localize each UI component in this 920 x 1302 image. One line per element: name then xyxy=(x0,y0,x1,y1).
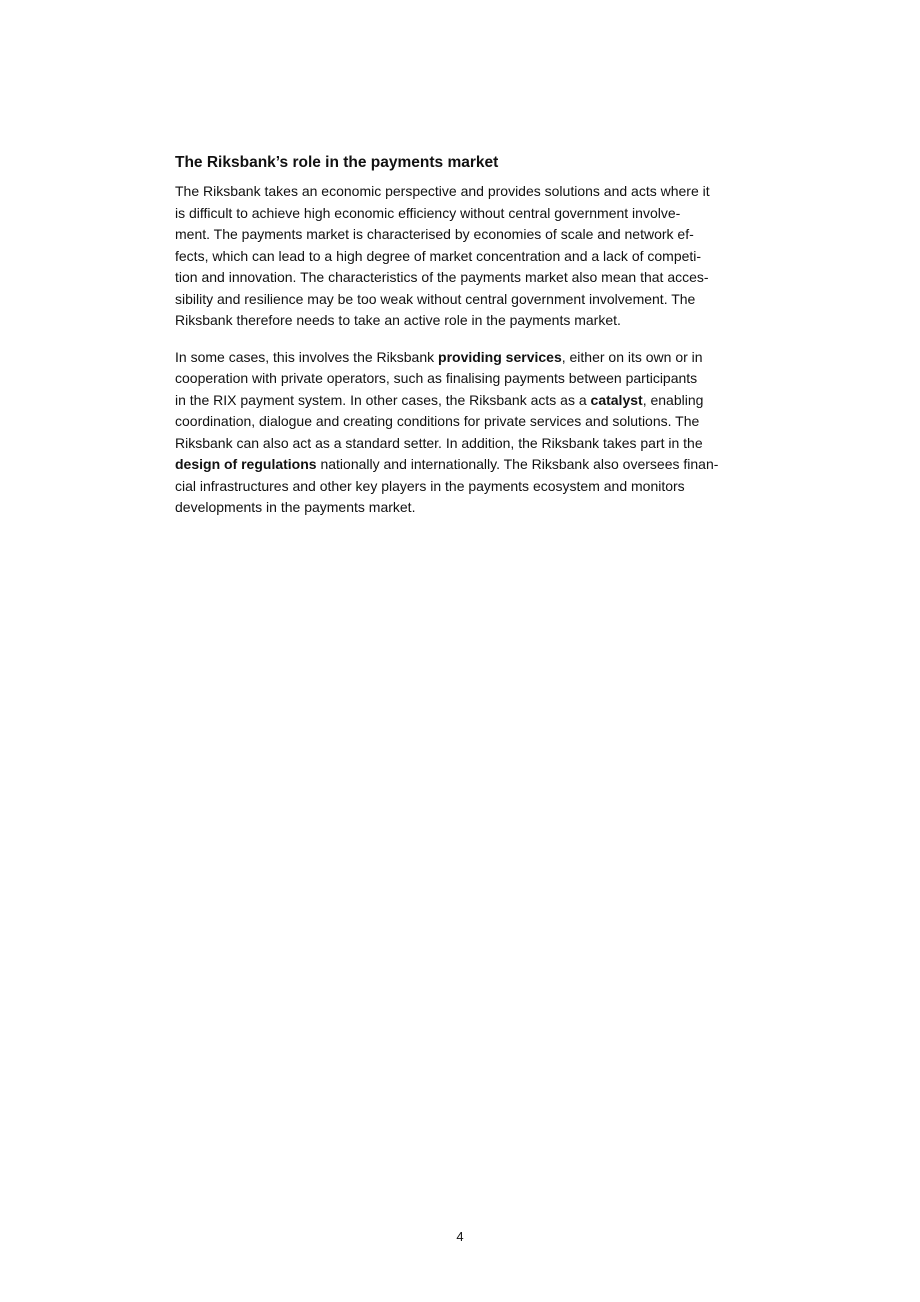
paragraph-1-line: The Riksbank takes an economic perspective and provides solutions and acts where it xyxy=(175,183,710,199)
paragraph-1-line: tion and innovation. The characteristics of the payments market also mean that acces- xyxy=(175,269,709,285)
paragraph-2-text: nationally and internationally. The Riksbank also oversees finan- xyxy=(316,456,719,472)
emphasis-providing-services: providing services xyxy=(438,348,562,365)
paragraph-2-line xyxy=(175,390,750,412)
paragraph-1-line: is difficult to achieve high economic efficiency without central government involve- xyxy=(175,204,681,221)
paragraph-2-line: Riksbank can also act as a standard setter. In addition, the Riksbank takes part in the xyxy=(175,434,703,451)
paragraph-2-text: , either on its own or in xyxy=(561,348,703,365)
paragraph-2 xyxy=(175,347,750,519)
paragraph-2-line: cooperation with private operators, such as finalising payments between participants xyxy=(175,370,698,386)
paragraph-2-line xyxy=(175,347,750,369)
paragraph-1-line: Riksbank therefore needs to take an active role in the payments market. xyxy=(175,312,621,328)
paragraph-2-line: coordination, dialogue and creating conditions for private services and solutions. The xyxy=(175,413,700,429)
paragraph-2-line xyxy=(175,454,750,476)
emphasis-design-of-regulations: design of regulations xyxy=(175,456,317,472)
section-heading: The Riksbank’s role in the payments market xyxy=(175,154,499,171)
paragraph-2-line: cial infrastructures and other key players in the payments ecosystem and monitors xyxy=(175,477,685,494)
paragraph-1-line: fects, which can lead to a high degree of market concentration and a lack of competi- xyxy=(175,247,702,264)
page-content xyxy=(175,152,750,534)
paragraph-2-text: in the RIX payment system. In other cases, the Riksbank acts as a xyxy=(175,391,591,408)
paragraph-1-line: sibility and resilience may be too weak without central government involvement. The xyxy=(175,290,696,307)
paragraph-2-line: developments in the payments market. xyxy=(175,499,416,515)
emphasis-catalyst: catalyst xyxy=(590,391,643,408)
paragraph-2-text: In some cases, this involves the Riksbank xyxy=(175,348,439,365)
page-number: 4 xyxy=(456,1229,464,1244)
paragraph-2-text: , enabling xyxy=(642,391,704,408)
paragraph-1 xyxy=(175,181,750,332)
paragraph-1-line: ment. The payments market is characterised by economies of scale and network ef- xyxy=(175,226,694,242)
